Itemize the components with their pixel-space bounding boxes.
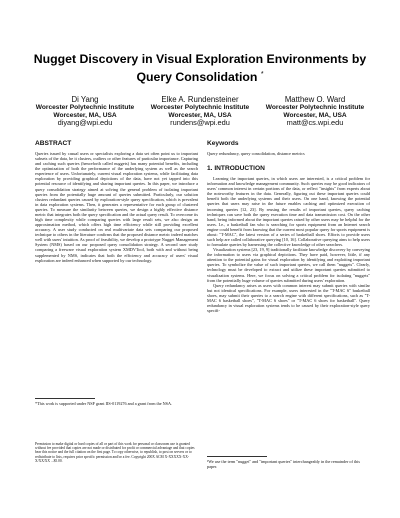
author-email: rundens@wpi.edu (170, 118, 230, 128)
author-affiliation: Worcester Polytechnic Institute (265, 104, 365, 111)
keywords-heading: Keywords (207, 140, 239, 147)
nugget-footnote: ¹We use the term "nugget" and "important queries" interchangeably in the remainder of this paper. (207, 459, 360, 469)
author-name: Matthew O. Ward (284, 95, 346, 104)
title-line-1: Nugget Discovery in Visual Exploration Environments by (33, 52, 367, 66)
footnote-rule (35, 398, 95, 399)
left-column (35, 140, 198, 263)
abstract-heading: ABSTRACT (35, 140, 72, 147)
author-location: Worcester, MA, USA (53, 111, 117, 119)
intro-paragraph-3: Query redundancy arises as users with common interest may submit queries with similar but not identical specifications. For example, users interested in the "T-MAC 6" basketball shoes, may submit their queries to a search engine with different specifications, such as "T-MAC 6 basketball shoes", "T-MAC 6 shoes" or "T-MAC 6 shoes for basketball". Query redundancy in visual exploration systems tends to be caused by their exploration-style query specifi- (207, 282, 370, 314)
introduction-heading: 1. INTRODUCTION (207, 165, 265, 173)
author-block-3 (255, 95, 375, 127)
paper-title (30, 52, 370, 85)
author-name: Di Yang (71, 95, 99, 104)
intro-paragraph-1: Learning the important queries, in which users are interested, is a critical problem for information and knowledge management community. Such queries may be good indicators of users' common interest in certain portions of the data, or reflect "insights" from experts about the noteworthy features in the data. Generally, figuring out these important queries could benefit both the underlying systems and their users. On one hand, knowing the potential queries that users may raise in the future enables caching and optimized execution of incoming queries [12, 23]. By reusing the results of important queries, query caching techniques can save both the query execution time and data transmission cost. On the other hand, being informed about the important queries raised by other users may be helpful for the users. I.e., a basketball fan who is searching for sports equipment from an Internet search engine could benefit from knowing that the current most popular query for sports equipment is about: "T-MAC", the latest version of a series of basketball shoes. Efforts to provide users such help are called collaborative querying [10, 16]. Collaborative querying aims to help users to formulate queries by harnessing the collective knowledge of other searchers. (207, 176, 370, 248)
intro-paragraph-2: Visualization systems [23, 19, 9] traditionally facilitate knowledge discovery by conveying the information to users via graphical depictions. They have paid, however, little, if any attention to the potential gains for visual exploration by identifying and exploiting important queries. To symbolize the value of such important queries, we call them "nuggets". Clearly, technology must be developed to extract and utilize these important queries submitted to visualization systems. Here, we focus on solving a critical problem for isolating "nuggets" from the potentially huge volume of queries submitted during users' exploration. (207, 247, 370, 283)
title-line-2: Query Consolidation (136, 70, 258, 85)
funding-footnote: *This work is supported under NSF grant IIS-0119276 and a grant from the NSA. (35, 401, 173, 406)
permission-notice: Permission to make digital or hard copies of all or part of this work for personal or classroom use is granted without fee provided that copies are not made or distributed for profit or commercial advantage and that copies bear this notice and the full citation on the first page. To copy otherwise, to republish, to post on servers or to redistribute to lists, requires prior specific permission and/or a fee. Copyright 200X ACM X-XXXXX-XX-X/XX/XX ...$5.00. (35, 442, 195, 463)
author-email: diyang@wpi.edu (57, 118, 113, 128)
author-affiliation: Worcester Polytechnic Institute (35, 104, 135, 111)
author-block-2 (140, 95, 260, 127)
right-column (207, 140, 370, 313)
author-name: Elke A. Rundensteiner (161, 95, 239, 104)
author-email: matt@cs.wpi.edu (286, 118, 344, 128)
abstract-text: Queries issued by casual users or specialists exploring a data set often point us to important subsets of the data, be it clusters, outliers or other features of particular importance. Capturing and caching such queries (henceforth called nuggets) has many potential benefits, including the optimization of both the performance of the underlying system as well as the search experience of users. Unfortunately, current visual exploration systems, while facilitating data exploration by providing graphical depictions of the data, have not yet tapped into this potential resource of identifying and sharing important queries. In this paper, we introduce a query consolidation strategy aimed at solving the general problem of isolating important queries from the potentially huge amount of queries submitted. Particularly, our solution clusters redundant queries caused by exploration-style query specification, which is prevalent in data exploration systems. Then, it generates a representative for each group of clustered queries. To measure the similarity between queries, we design a highly effective distance metric that integrates both the query specification and the actual query result. To overcome its high time complexity while comparing queries with large result sets, we also design an approximation method, which offers high time efficiency while still providing excellent accuracy. A user study conducted on real multivariate data sets comparing our proposed technique to others in the literature confirms that the proposed distance metric indeed matches well with users' intuition. As proof of feasibility, we develop a prototype Nugget Management System (NMS) based on our proposed query consolidation strategy. A second user study comparing a freeware visual exploration system XMDVTool, both with and without being supplemented by NMS, indicates that both the efficiency and accuracy of users' visual exploration are indeed enhanced when supported by our technology. (35, 151, 198, 263)
title-footnote-mark: * (260, 71, 264, 78)
right-footnote-rule (207, 456, 267, 457)
author-location: Worcester, MA, USA (168, 111, 232, 119)
keywords-text: Query redundancy, query consolidation, distance metrics (207, 151, 305, 156)
author-location: Worcester, MA, USA (283, 111, 347, 119)
author-affiliation: Worcester Polytechnic Institute (150, 104, 250, 111)
author-block-1 (20, 95, 150, 127)
